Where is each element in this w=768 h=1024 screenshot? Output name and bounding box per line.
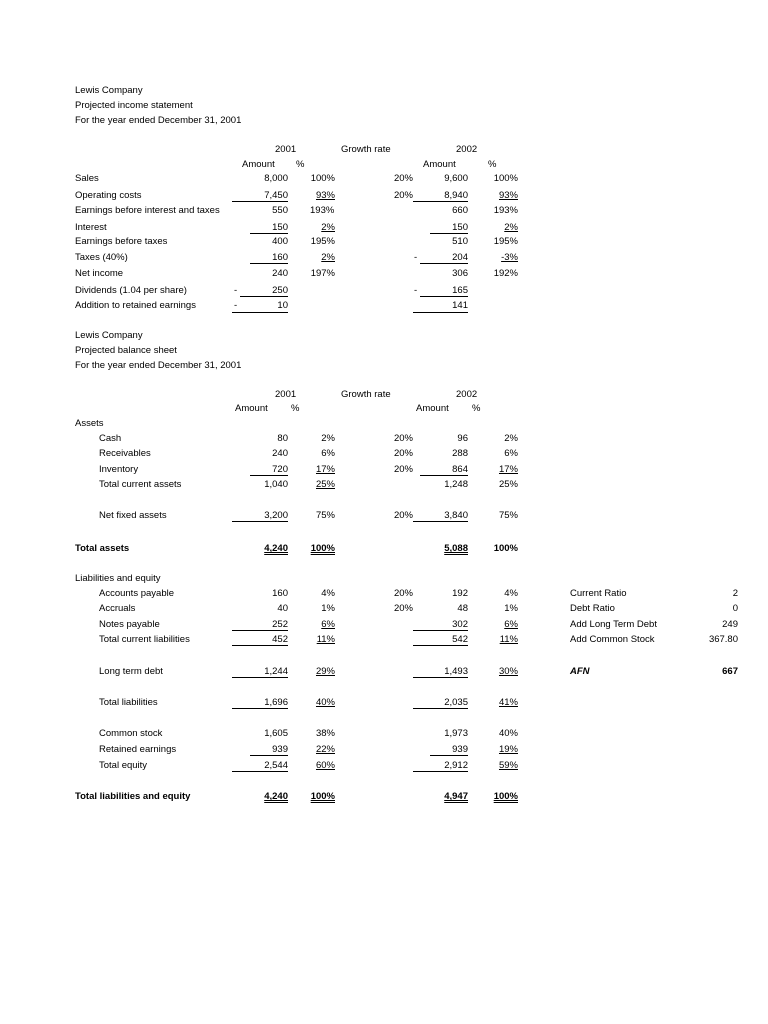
pct-2002: 41% xyxy=(498,697,518,708)
amount-2002: 864 xyxy=(452,464,468,475)
amount-2001: 10 xyxy=(277,300,288,311)
ratio-value: 2 xyxy=(732,588,738,599)
underline xyxy=(413,771,468,772)
underline xyxy=(232,771,288,772)
growth-rate: 20% xyxy=(393,603,413,614)
pct-2002: 192% xyxy=(493,268,518,279)
row-label: Total liabilities xyxy=(99,697,158,708)
amount-2001: 400 xyxy=(272,236,288,247)
row-label: Earnings before interest and taxes xyxy=(75,205,220,216)
row-label: Accruals xyxy=(99,603,136,614)
amount-2001: 1,696 xyxy=(264,697,288,708)
row-label: Operating costs xyxy=(75,190,142,201)
amount-2002: 302 xyxy=(452,619,468,630)
row-label: Long term debt xyxy=(99,666,163,677)
amount-2002: 150 xyxy=(452,222,468,233)
amount-2001: 720 xyxy=(272,464,288,475)
underline xyxy=(232,521,288,522)
underline xyxy=(232,645,288,646)
amount-header: Amount xyxy=(235,403,268,414)
amount-2002: 939 xyxy=(452,744,468,755)
underline xyxy=(413,630,468,631)
amount-2002: 5,088 xyxy=(444,543,468,554)
amount-2002: 192 xyxy=(452,588,468,599)
year-2001-header: 2001 xyxy=(275,389,297,400)
amount-2002: 660 xyxy=(452,205,468,216)
pct-header: % xyxy=(296,159,305,170)
amount-2001: 8,000 xyxy=(264,173,288,184)
growth-rate-header: Growth rate xyxy=(341,144,391,155)
growth-rate-header: Growth rate xyxy=(341,389,391,400)
pct-2002: 193% xyxy=(493,205,518,216)
pct-2001: 22% xyxy=(315,744,335,755)
pct-2002: 100% xyxy=(493,543,518,554)
pct-2002: 93% xyxy=(498,190,518,201)
amount-2001: 160 xyxy=(272,588,288,599)
underline xyxy=(420,475,468,476)
amount-2001: 2,544 xyxy=(264,760,288,771)
row-label: Total liabilities and equity xyxy=(75,791,191,802)
amount-2002: 204 xyxy=(452,252,468,263)
amount-2002: 141 xyxy=(452,300,468,311)
row-label: Total assets xyxy=(75,543,130,554)
underline xyxy=(232,677,288,678)
pct-2001: 100% xyxy=(310,173,335,184)
underline xyxy=(232,708,288,709)
ratio-label: Add Long Term Debt xyxy=(570,619,657,630)
amount-2002: 2,035 xyxy=(444,697,468,708)
pct-2002: 100% xyxy=(493,791,518,802)
underline xyxy=(413,708,468,709)
amount-2002: 48 xyxy=(457,603,468,614)
year-2001-header: 2001 xyxy=(275,144,297,155)
pct-2002: 2% xyxy=(504,433,518,444)
pct-2002: 25% xyxy=(498,479,518,490)
pct-2001: 75% xyxy=(315,510,335,521)
pct-header: % xyxy=(488,159,497,170)
year-2002-header: 2002 xyxy=(456,144,478,155)
underline xyxy=(413,645,468,646)
pct-2002: 2% xyxy=(504,222,518,233)
pct-2002: 6% xyxy=(504,619,518,630)
afn-value: 667 xyxy=(722,666,738,677)
growth-rate: 20% xyxy=(393,433,413,444)
amount-2002: 165 xyxy=(452,285,468,296)
dash: - xyxy=(414,252,418,263)
pct-2001: 29% xyxy=(315,666,335,677)
growth-rate: 20% xyxy=(393,588,413,599)
amount-2002: 306 xyxy=(452,268,468,279)
row-label: Interest xyxy=(75,222,107,233)
growth-rate: 20% xyxy=(393,464,413,475)
row-label: Total current assets xyxy=(99,479,182,490)
amount-2002: 542 xyxy=(452,634,468,645)
underline xyxy=(413,201,468,202)
statement-period: For the year ended December 31, 2001 xyxy=(75,360,242,371)
dash: - xyxy=(414,285,418,296)
amount-2001: 160 xyxy=(272,252,288,263)
pct-2001: 60% xyxy=(315,760,335,771)
row-label: Total current liabilities xyxy=(99,634,190,645)
amount-2001: 4,240 xyxy=(264,791,288,802)
growth-rate: 20% xyxy=(393,173,413,184)
amount-2001: 80 xyxy=(277,433,288,444)
underline xyxy=(430,233,468,234)
amount-2001: 1,040 xyxy=(264,479,288,490)
ratio-label: Add Common Stock xyxy=(570,634,655,645)
amount-2002: 8,940 xyxy=(444,190,468,201)
pct-2001: 17% xyxy=(315,464,335,475)
underline xyxy=(232,201,288,202)
statement-period: For the year ended December 31, 2001 xyxy=(75,115,242,126)
ratio-value: 367.80 xyxy=(708,634,738,645)
amount-2002: 9,600 xyxy=(444,173,468,184)
pct-2001: 2% xyxy=(321,433,335,444)
amount-2001: 250 xyxy=(272,285,288,296)
pct-2002: 100% xyxy=(493,173,518,184)
amount-2001: 3,200 xyxy=(264,510,288,521)
underline xyxy=(250,233,288,234)
pct-2001: 6% xyxy=(321,619,335,630)
dash: - xyxy=(234,285,238,296)
amount-header: Amount xyxy=(416,403,449,414)
row-label: Common stock xyxy=(99,728,163,739)
dash: - xyxy=(234,300,238,311)
amount-2002: 3,840 xyxy=(444,510,468,521)
amount-2002: 1,248 xyxy=(444,479,468,490)
row-label: Receivables xyxy=(99,448,151,459)
pct-2002: 40% xyxy=(498,728,518,739)
pct-2002: 6% xyxy=(504,448,518,459)
pct-2002: 59% xyxy=(498,760,518,771)
row-label: Addition to retained earnings xyxy=(75,300,196,311)
statement-title: Projected income statement xyxy=(75,100,193,111)
pct-2002: 75% xyxy=(498,510,518,521)
pct-2001: 193% xyxy=(310,205,335,216)
row-label: Accounts payable xyxy=(99,588,174,599)
underline xyxy=(413,677,468,678)
pct-2002: 4% xyxy=(504,588,518,599)
underline xyxy=(420,296,468,297)
company-name: Lewis Company xyxy=(75,330,143,341)
pct-2001: 195% xyxy=(310,236,335,247)
pct-2001: 93% xyxy=(315,190,335,201)
pct-2001: 4% xyxy=(321,588,335,599)
underline xyxy=(250,263,288,264)
pct-2001: 2% xyxy=(321,222,335,233)
amount-2001: 1,244 xyxy=(264,666,288,677)
amount-2002: 96 xyxy=(457,433,468,444)
amount-2002: 2,912 xyxy=(444,760,468,771)
underline xyxy=(420,263,468,264)
row-label: Dividends (1.04 per share) xyxy=(75,285,187,296)
ratio-value: 249 xyxy=(722,619,738,630)
row-label: Sales xyxy=(75,173,99,184)
pct-2001: 1% xyxy=(321,603,335,614)
growth-rate: 20% xyxy=(393,448,413,459)
pct-2002: -3% xyxy=(501,252,518,263)
underline xyxy=(250,475,288,476)
underline xyxy=(430,755,468,756)
amount-2001: 4,240 xyxy=(264,543,288,554)
amount-2002: 510 xyxy=(452,236,468,247)
pct-header: % xyxy=(472,403,481,414)
row-label: Total equity xyxy=(99,760,148,771)
pct-header: % xyxy=(291,403,300,414)
row-label: Cash xyxy=(99,433,122,444)
underline xyxy=(413,521,468,522)
amount-2001: 40 xyxy=(277,603,288,614)
amount-2001: 1,605 xyxy=(264,728,288,739)
amount-header: Amount xyxy=(242,159,275,170)
ratio-label: Current Ratio xyxy=(570,588,627,599)
pct-2002: 19% xyxy=(498,744,518,755)
amount-2002: 1,493 xyxy=(444,666,468,677)
underline xyxy=(413,312,468,313)
pct-2002: 1% xyxy=(504,603,518,614)
amount-2001: 550 xyxy=(272,205,288,216)
row-label: Retained earnings xyxy=(99,744,177,755)
growth-rate: 20% xyxy=(393,190,413,201)
liabilities-equity-label: Liabilities and equity xyxy=(75,573,161,584)
amount-2001: 939 xyxy=(272,744,288,755)
pct-2001: 25% xyxy=(315,479,335,490)
underline xyxy=(232,630,288,631)
pct-2001: 11% xyxy=(316,634,335,645)
pct-2002: 30% xyxy=(498,666,518,677)
row-label: Earnings before taxes xyxy=(75,236,168,247)
amount-2002: 288 xyxy=(452,448,468,459)
underline xyxy=(250,755,288,756)
amount-2001: 240 xyxy=(272,448,288,459)
pct-2002: 195% xyxy=(493,236,518,247)
pct-2001: 197% xyxy=(310,268,335,279)
statement-title: Projected balance sheet xyxy=(75,345,177,356)
amount-2002: 4,947 xyxy=(444,791,468,802)
row-label: Inventory xyxy=(99,464,139,475)
row-label: Net income xyxy=(75,268,124,279)
afn-label: AFN xyxy=(570,666,590,677)
pct-2001: 100% xyxy=(310,791,335,802)
pct-2002: 11% xyxy=(499,634,518,645)
pct-2001: 6% xyxy=(321,448,335,459)
pct-2001: 2% xyxy=(321,252,335,263)
amount-2001: 452 xyxy=(272,634,288,645)
amount-header: Amount xyxy=(423,159,456,170)
year-2002-header: 2002 xyxy=(456,389,478,400)
row-label: Notes payable xyxy=(99,619,160,630)
row-label: Net fixed assets xyxy=(99,510,167,521)
amount-2001: 150 xyxy=(272,222,288,233)
pct-2001: 40% xyxy=(315,697,335,708)
assets-label: Assets xyxy=(75,418,104,429)
underline xyxy=(240,296,288,297)
row-label: Taxes (40%) xyxy=(75,252,128,263)
pct-2001: 100% xyxy=(310,543,335,554)
amount-2001: 240 xyxy=(272,268,288,279)
ratio-value: 0 xyxy=(732,603,738,614)
company-name: Lewis Company xyxy=(75,85,143,96)
amount-2002: 1,973 xyxy=(444,728,468,739)
growth-rate: 20% xyxy=(393,510,413,521)
underline xyxy=(232,312,288,313)
amount-2001: 252 xyxy=(272,619,288,630)
amount-2001: 7,450 xyxy=(264,190,288,201)
pct-2001: 38% xyxy=(315,728,335,739)
pct-2002: 17% xyxy=(498,464,518,475)
ratio-label: Debt Ratio xyxy=(570,603,615,614)
